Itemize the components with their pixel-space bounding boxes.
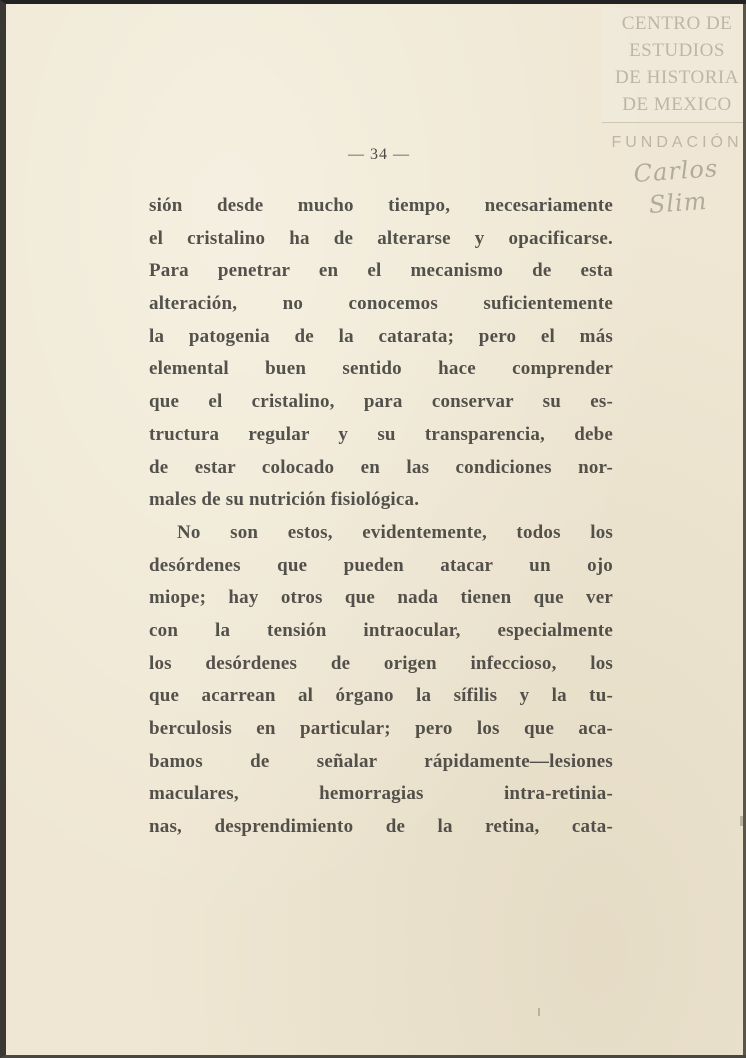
paragraph-2	[149, 517, 613, 844]
text-line: de estar colocado en las condiciones nor-	[149, 456, 613, 478]
text-line: tructura regular y su transparencia, debe	[149, 423, 613, 445]
watermark-line: DE MEXICO	[622, 94, 732, 115]
text-line: con la tensión intraocular, especialmente	[149, 619, 613, 641]
text-line: males de su nutrición fisiológica.	[149, 489, 420, 511]
text-line: nas, desprendimiento de la retina, cata-	[149, 816, 613, 838]
text-line: Para penetrar en el mecanismo de esta	[149, 260, 613, 282]
watermark-line: DE HISTORIA	[615, 67, 739, 88]
watermark-foundation: FUNDACIÓN	[611, 134, 743, 151]
text-line: sión desde mucho tiempo, necesariamente	[149, 195, 613, 216]
text-line: la patogenia de la catarata; pero el más	[149, 325, 613, 347]
text-line: No son estos, evidentemente, todos los	[177, 521, 613, 543]
text-line: elemental buen sentido hace comprender	[149, 358, 613, 380]
text-line: los desórdenes de origen infeccioso, los	[149, 652, 613, 674]
body-text	[149, 190, 613, 844]
text-line: berculosis en particular; pero los que aca-	[149, 718, 613, 739]
text-line: desórdenes que pueden atacar un ojo	[149, 554, 613, 576]
text-line: maculares, hemorragias intra-retinia-	[149, 783, 613, 805]
watermark-line: CENTRO DE	[621, 13, 733, 34]
watermark-signature: Carlos Slim	[632, 154, 720, 219]
text-line: bamos de señalar rápidamente—lesiones	[149, 750, 613, 772]
page-number: — 34 —	[348, 146, 410, 163]
archive-watermark	[602, 8, 746, 219]
paper-blemish	[538, 1008, 540, 1016]
text-line: que el cristalino, para conservar su es-	[149, 391, 613, 413]
text-line: que acarrean al órgano la sífilis y la tu-	[149, 685, 613, 707]
text-line: alteración, no conocemos suficientemente	[149, 293, 613, 315]
text-line: miope; hay otros que nada tienen que ver	[149, 587, 613, 609]
watermark-line: ESTUDIOS	[629, 40, 725, 61]
watermark-institution	[602, 8, 746, 123]
paragraph-1	[149, 190, 613, 517]
text-line: el cristalino ha de alterarse y opacificarse.	[149, 227, 613, 249]
